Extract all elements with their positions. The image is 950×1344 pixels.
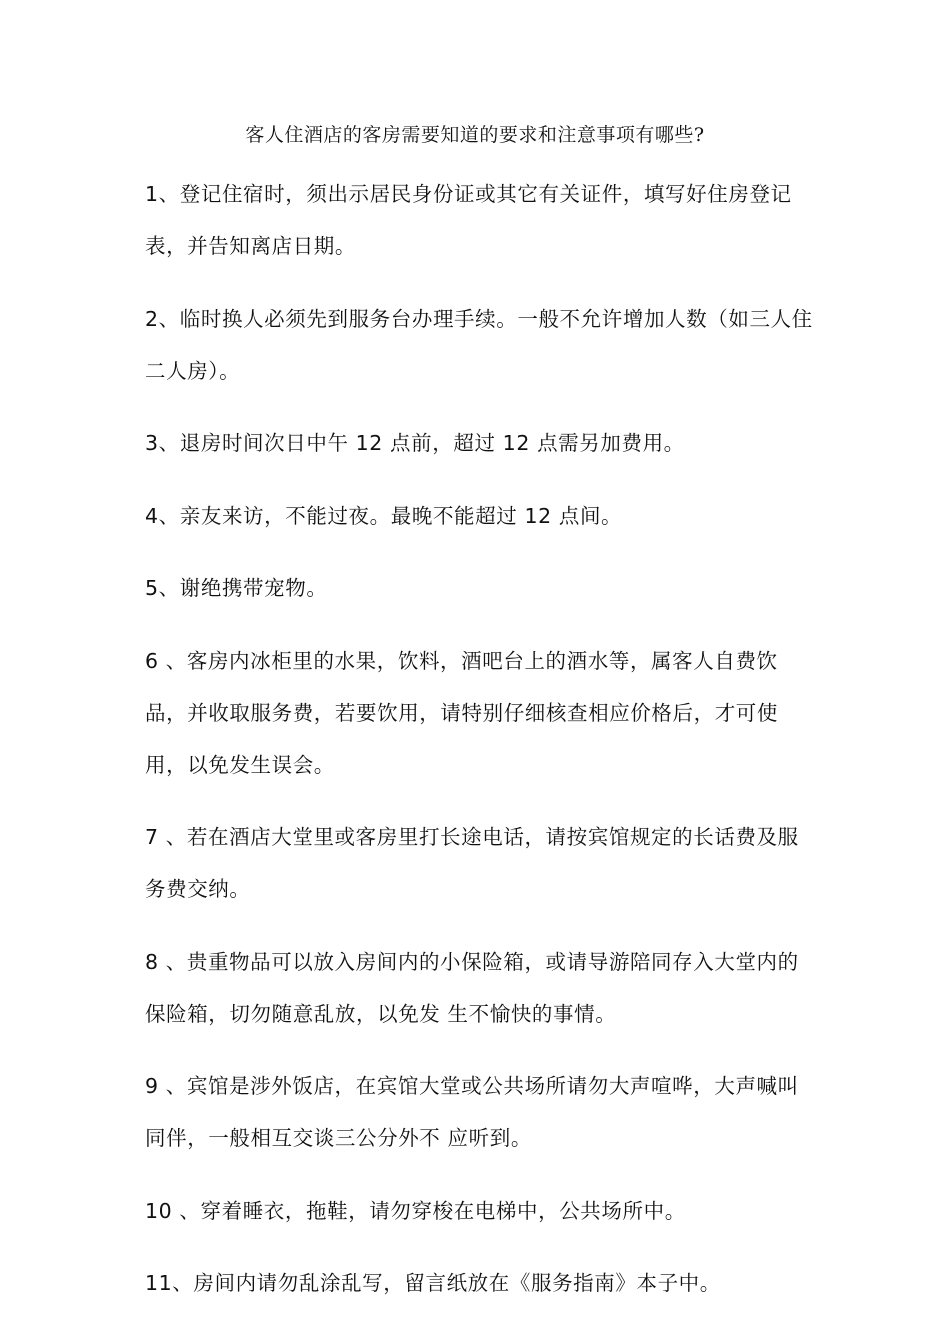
rule-item-9: 9 、宾馆是涉外饭店，在宾馆大堂或公共场所请勿大声喧哗，大声喊叫同伴，一般相互交谈三公分外不 应听到。: [145, 1074, 799, 1150]
rule-item-10: 10 、穿着睡衣，拖鞋，请勿穿梭在电梯中，公共场所中。: [145, 1198, 686, 1223]
rule-item-11: 11、房间内请勿乱涂乱写，留言纸放在《服务指南》本子中。: [145, 1271, 721, 1295]
document-title: 客人住酒店的客房需要知道的要求和注意事项有哪些?: [245, 124, 705, 146]
rule-item-4: 4、亲友来访，不能过夜。最晚不能超过 12 点间。: [145, 503, 623, 528]
rule-item-7: 7 、若在酒店大堂里或客房里打长途电话，请按宾馆规定的长话费及服务费交纳。: [145, 825, 799, 901]
rule-item-5: 5、谢绝携带宠物。: [145, 576, 328, 600]
rules-list: [145, 168, 815, 1318]
rule-item-8: 8 、贵重物品可以放入房间内的小保险箱，或请导游陪同存入大堂内的保险箱，切勿随意乱放，以免发 生不愉快的事情。: [145, 949, 799, 1026]
rule-item-6: 6 、客房内冰柜里的水果，饮料，酒吧台上的酒水等，属客人自费饮品，并收取服务费，若要饮用，请特别仔细核查相应价格后，才可使用，以免发生误会。: [145, 648, 778, 777]
rule-item-3: 3、退房时间次日中午 12 点前，超过 12 点需另加费用。: [145, 431, 685, 455]
rule-item-2: 2、临时换人必须先到服务台办理手续。一般不允许增加人数（如三人住二人房）。: [145, 306, 813, 383]
rule-item-1: 1、登记住宿时，须出示居民身份证或其它有关证件，填写好住房登记表，并告知离店日期。: [145, 182, 792, 258]
